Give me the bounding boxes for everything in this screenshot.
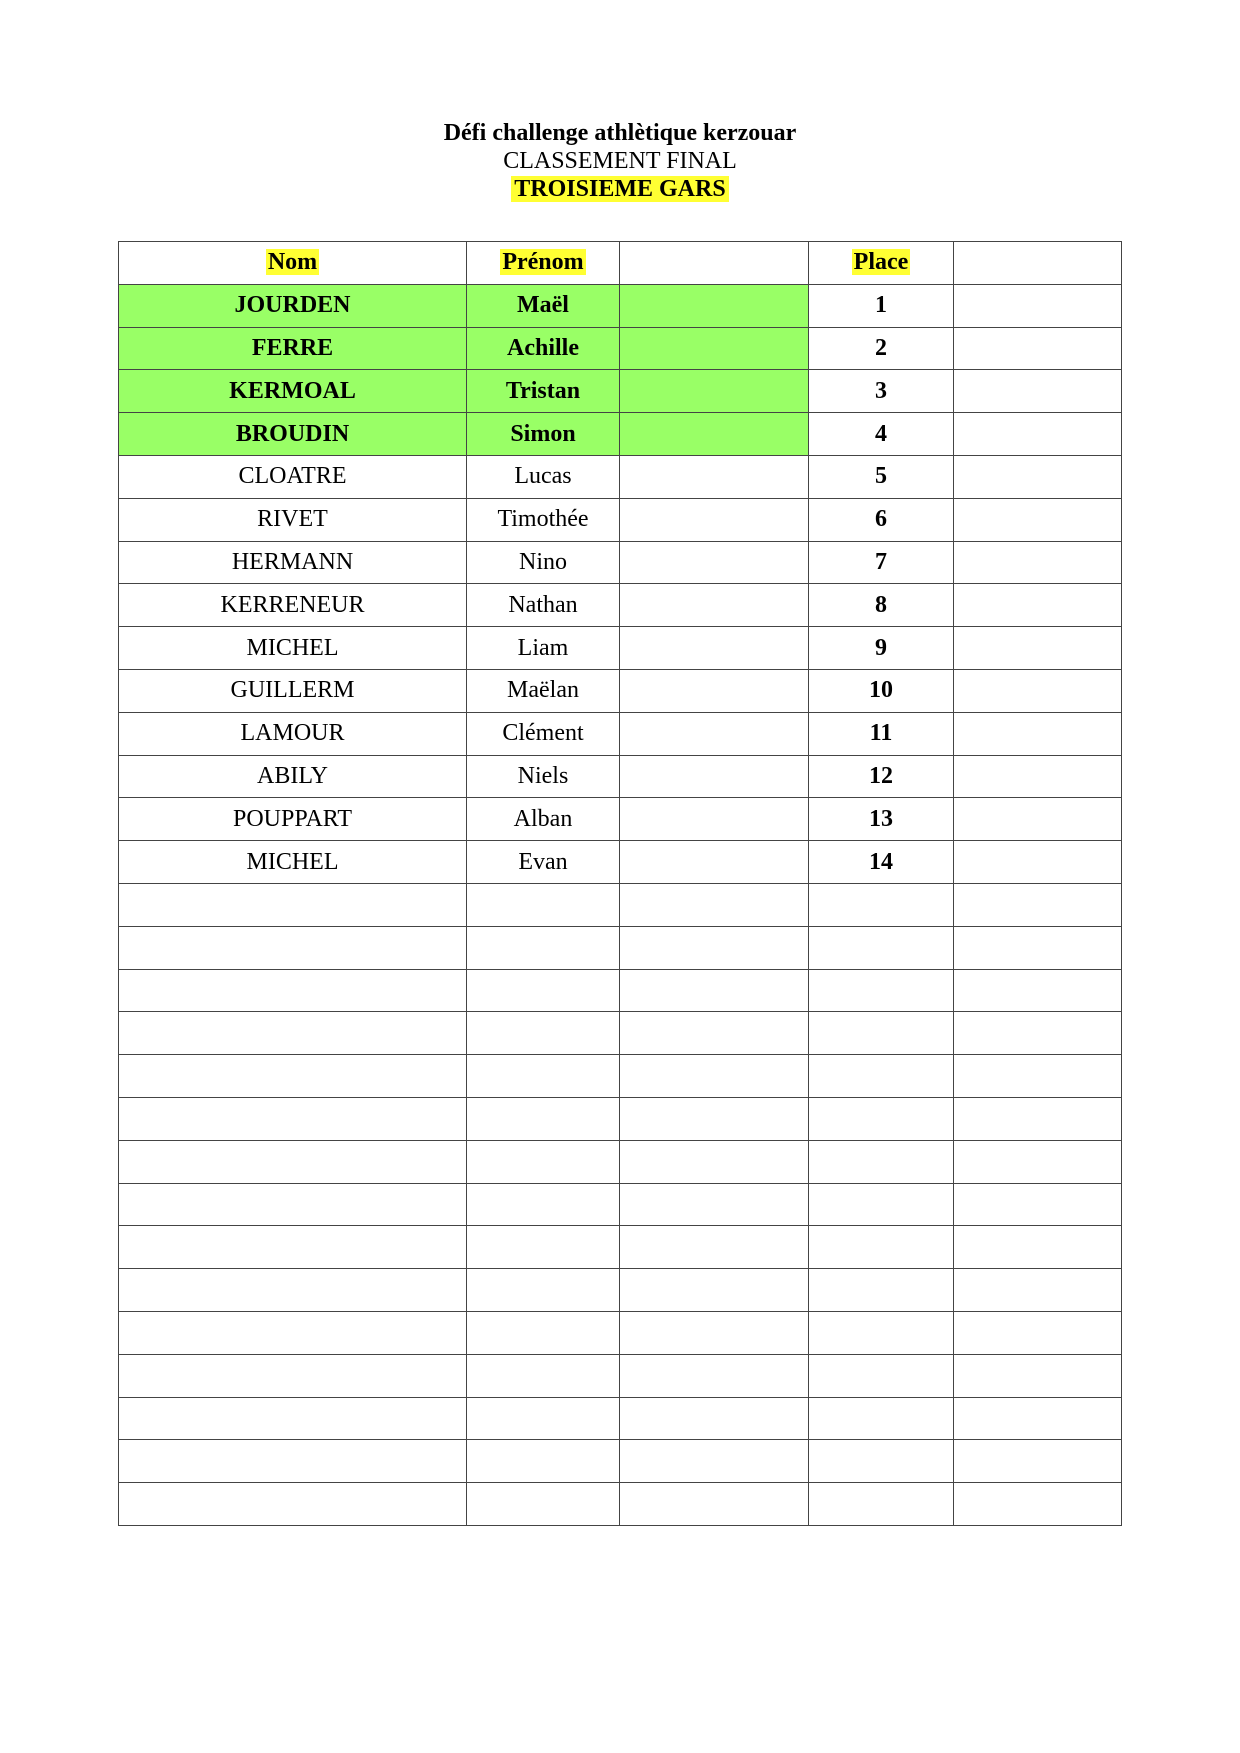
blank-cell [620,284,809,327]
place-cell [809,1183,954,1226]
place-cell: 14 [809,841,954,884]
nom-cell [119,1055,467,1098]
blank-cell [620,1354,809,1397]
extra-cell [954,1226,1122,1269]
blank-cell [620,755,809,798]
place-cell: 5 [809,455,954,498]
prenom-cell [467,1440,620,1483]
place-cell [809,1055,954,1098]
nom-cell: LAMOUR [119,712,467,755]
table-row [119,455,1122,498]
nom-cell: KERRENEUR [119,584,467,627]
blank-cell [620,1183,809,1226]
blank-cell [620,1226,809,1269]
column-header-nom: Nom [267,249,318,276]
prenom-cell [467,1483,620,1526]
prenom-cell [467,883,620,926]
blank-cell [620,370,809,413]
extra-cell [954,841,1122,884]
extra-cell [954,1483,1122,1526]
extra-cell [954,1440,1122,1483]
prenom-cell [467,1055,620,1098]
prenom-cell: Alban [467,798,620,841]
nom-cell [119,1440,467,1483]
prenom-cell [467,1097,620,1140]
nom-cell: GUILLERM [119,669,467,712]
extra-cell [954,541,1122,584]
blank-cell [620,413,809,456]
blank-cell [620,712,809,755]
blank-cell [620,1140,809,1183]
prenom-cell [467,1226,620,1269]
column-header-place: Place [853,249,909,276]
blank-cell [620,841,809,884]
prenom-cell [467,1311,620,1354]
prenom-cell: Maëlan [467,669,620,712]
nom-cell [119,1226,467,1269]
extra-cell [954,798,1122,841]
blank-cell [620,1269,809,1312]
blank-cell [620,1012,809,1055]
table-row [119,541,1122,584]
place-cell: 1 [809,284,954,327]
blank-cell [620,541,809,584]
empty-table-row [119,1397,1122,1440]
prenom-cell: Clément [467,712,620,755]
nom-cell: BROUDIN [119,413,467,456]
prenom-cell [467,1183,620,1226]
place-cell: 9 [809,627,954,670]
place-cell: 10 [809,669,954,712]
extra-cell [954,498,1122,541]
nom-cell [119,1012,467,1055]
extra-cell [954,584,1122,627]
nom-cell [119,1397,467,1440]
results-table [118,241,1122,1526]
empty-table-row [119,1183,1122,1226]
blank-cell [620,627,809,670]
table-row [119,627,1122,670]
prenom-cell [467,1012,620,1055]
extra-cell [954,712,1122,755]
nom-cell: KERMOAL [119,370,467,413]
place-cell [809,1311,954,1354]
extra-cell [954,1269,1122,1312]
table-row [119,798,1122,841]
blank-cell [620,1483,809,1526]
nom-cell: RIVET [119,498,467,541]
extra-cell [954,370,1122,413]
empty-table-row [119,1440,1122,1483]
prenom-cell: Tristan [467,370,620,413]
table-row [119,327,1122,370]
nom-cell: JOURDEN [119,284,467,327]
category-title: TROISIEME GARS [511,176,728,202]
prenom-cell: Niels [467,755,620,798]
empty-table-row [119,1226,1122,1269]
blank-cell [620,1440,809,1483]
column-header-prenom: Prénom [502,249,584,276]
extra-cell [954,669,1122,712]
blank-cell [620,1055,809,1098]
empty-table-row [119,1269,1122,1312]
nom-cell [119,1269,467,1312]
header-cell-blank [620,242,809,285]
nom-cell [119,1183,467,1226]
extra-cell [954,413,1122,456]
nom-cell: MICHEL [119,841,467,884]
nom-cell [119,883,467,926]
prenom-cell: Nathan [467,584,620,627]
extra-cell [954,1140,1122,1183]
blank-cell [620,1397,809,1440]
place-cell: 2 [809,327,954,370]
place-cell [809,926,954,969]
place-cell [809,969,954,1012]
blank-cell [620,798,809,841]
place-cell [809,1483,954,1526]
empty-table-row [119,1483,1122,1526]
nom-cell: CLOATRE [119,455,467,498]
empty-table-row [119,1354,1122,1397]
nom-cell: ABILY [119,755,467,798]
blank-cell [620,584,809,627]
nom-cell [119,926,467,969]
blank-cell [620,883,809,926]
nom-cell: MICHEL [119,627,467,670]
ranking-title: CLASSEMENT FINAL [503,148,737,174]
extra-cell [954,327,1122,370]
empty-table-row [119,1311,1122,1354]
header-cell-extra [954,242,1122,285]
extra-cell [954,284,1122,327]
empty-table-row [119,883,1122,926]
place-cell: 11 [809,712,954,755]
extra-cell [954,926,1122,969]
place-cell [809,1226,954,1269]
extra-cell [954,1097,1122,1140]
prenom-cell: Timothée [467,498,620,541]
place-cell: 7 [809,541,954,584]
nom-cell [119,1311,467,1354]
empty-table-row [119,1012,1122,1055]
nom-cell [119,969,467,1012]
event-title: Défi challenge athlètique kerzouar [443,120,797,146]
place-cell: 4 [809,413,954,456]
nom-cell: HERMANN [119,541,467,584]
prenom-cell: Evan [467,841,620,884]
place-cell [809,1397,954,1440]
document-header [0,119,1240,203]
place-cell [809,1140,954,1183]
nom-cell: POUPPART [119,798,467,841]
place-cell [809,883,954,926]
empty-table-row [119,1140,1122,1183]
extra-cell [954,455,1122,498]
prenom-cell: Lucas [467,455,620,498]
blank-cell [620,498,809,541]
place-cell [809,1012,954,1055]
empty-table-row [119,1097,1122,1140]
prenom-cell [467,1354,620,1397]
extra-cell [954,627,1122,670]
header-cell-prenom [467,242,620,285]
place-cell [809,1440,954,1483]
table-row [119,370,1122,413]
blank-cell [620,1097,809,1140]
prenom-cell: Simon [467,413,620,456]
place-cell [809,1354,954,1397]
prenom-cell: Nino [467,541,620,584]
blank-cell [620,969,809,1012]
blank-cell [620,926,809,969]
extra-cell [954,1012,1122,1055]
prenom-cell: Achille [467,327,620,370]
place-cell: 8 [809,584,954,627]
table-header-row [119,242,1122,285]
extra-cell [954,1397,1122,1440]
blank-cell [620,455,809,498]
header-cell-nom [119,242,467,285]
prenom-cell [467,1269,620,1312]
table-row [119,584,1122,627]
blank-cell [620,327,809,370]
empty-table-row [119,969,1122,1012]
place-cell: 12 [809,755,954,798]
nom-cell [119,1097,467,1140]
empty-table-row [119,926,1122,969]
table-row [119,413,1122,456]
prenom-cell [467,1140,620,1183]
table-row [119,712,1122,755]
extra-cell [954,969,1122,1012]
prenom-cell: Liam [467,627,620,670]
extra-cell [954,1055,1122,1098]
table-row [119,841,1122,884]
blank-cell [620,1311,809,1354]
prenom-cell [467,969,620,1012]
prenom-cell [467,926,620,969]
prenom-cell [467,1397,620,1440]
extra-cell [954,755,1122,798]
place-cell [809,1269,954,1312]
nom-cell [119,1483,467,1526]
table-row [119,755,1122,798]
empty-table-row [119,1055,1122,1098]
place-cell: 13 [809,798,954,841]
extra-cell [954,1183,1122,1226]
header-cell-place [809,242,954,285]
nom-cell [119,1354,467,1397]
place-cell: 6 [809,498,954,541]
table-row [119,284,1122,327]
extra-cell [954,883,1122,926]
table-row [119,498,1122,541]
nom-cell: FERRE [119,327,467,370]
place-cell: 3 [809,370,954,413]
table-row [119,669,1122,712]
extra-cell [954,1354,1122,1397]
place-cell [809,1097,954,1140]
extra-cell [954,1311,1122,1354]
blank-cell [620,669,809,712]
prenom-cell: Maël [467,284,620,327]
nom-cell [119,1140,467,1183]
